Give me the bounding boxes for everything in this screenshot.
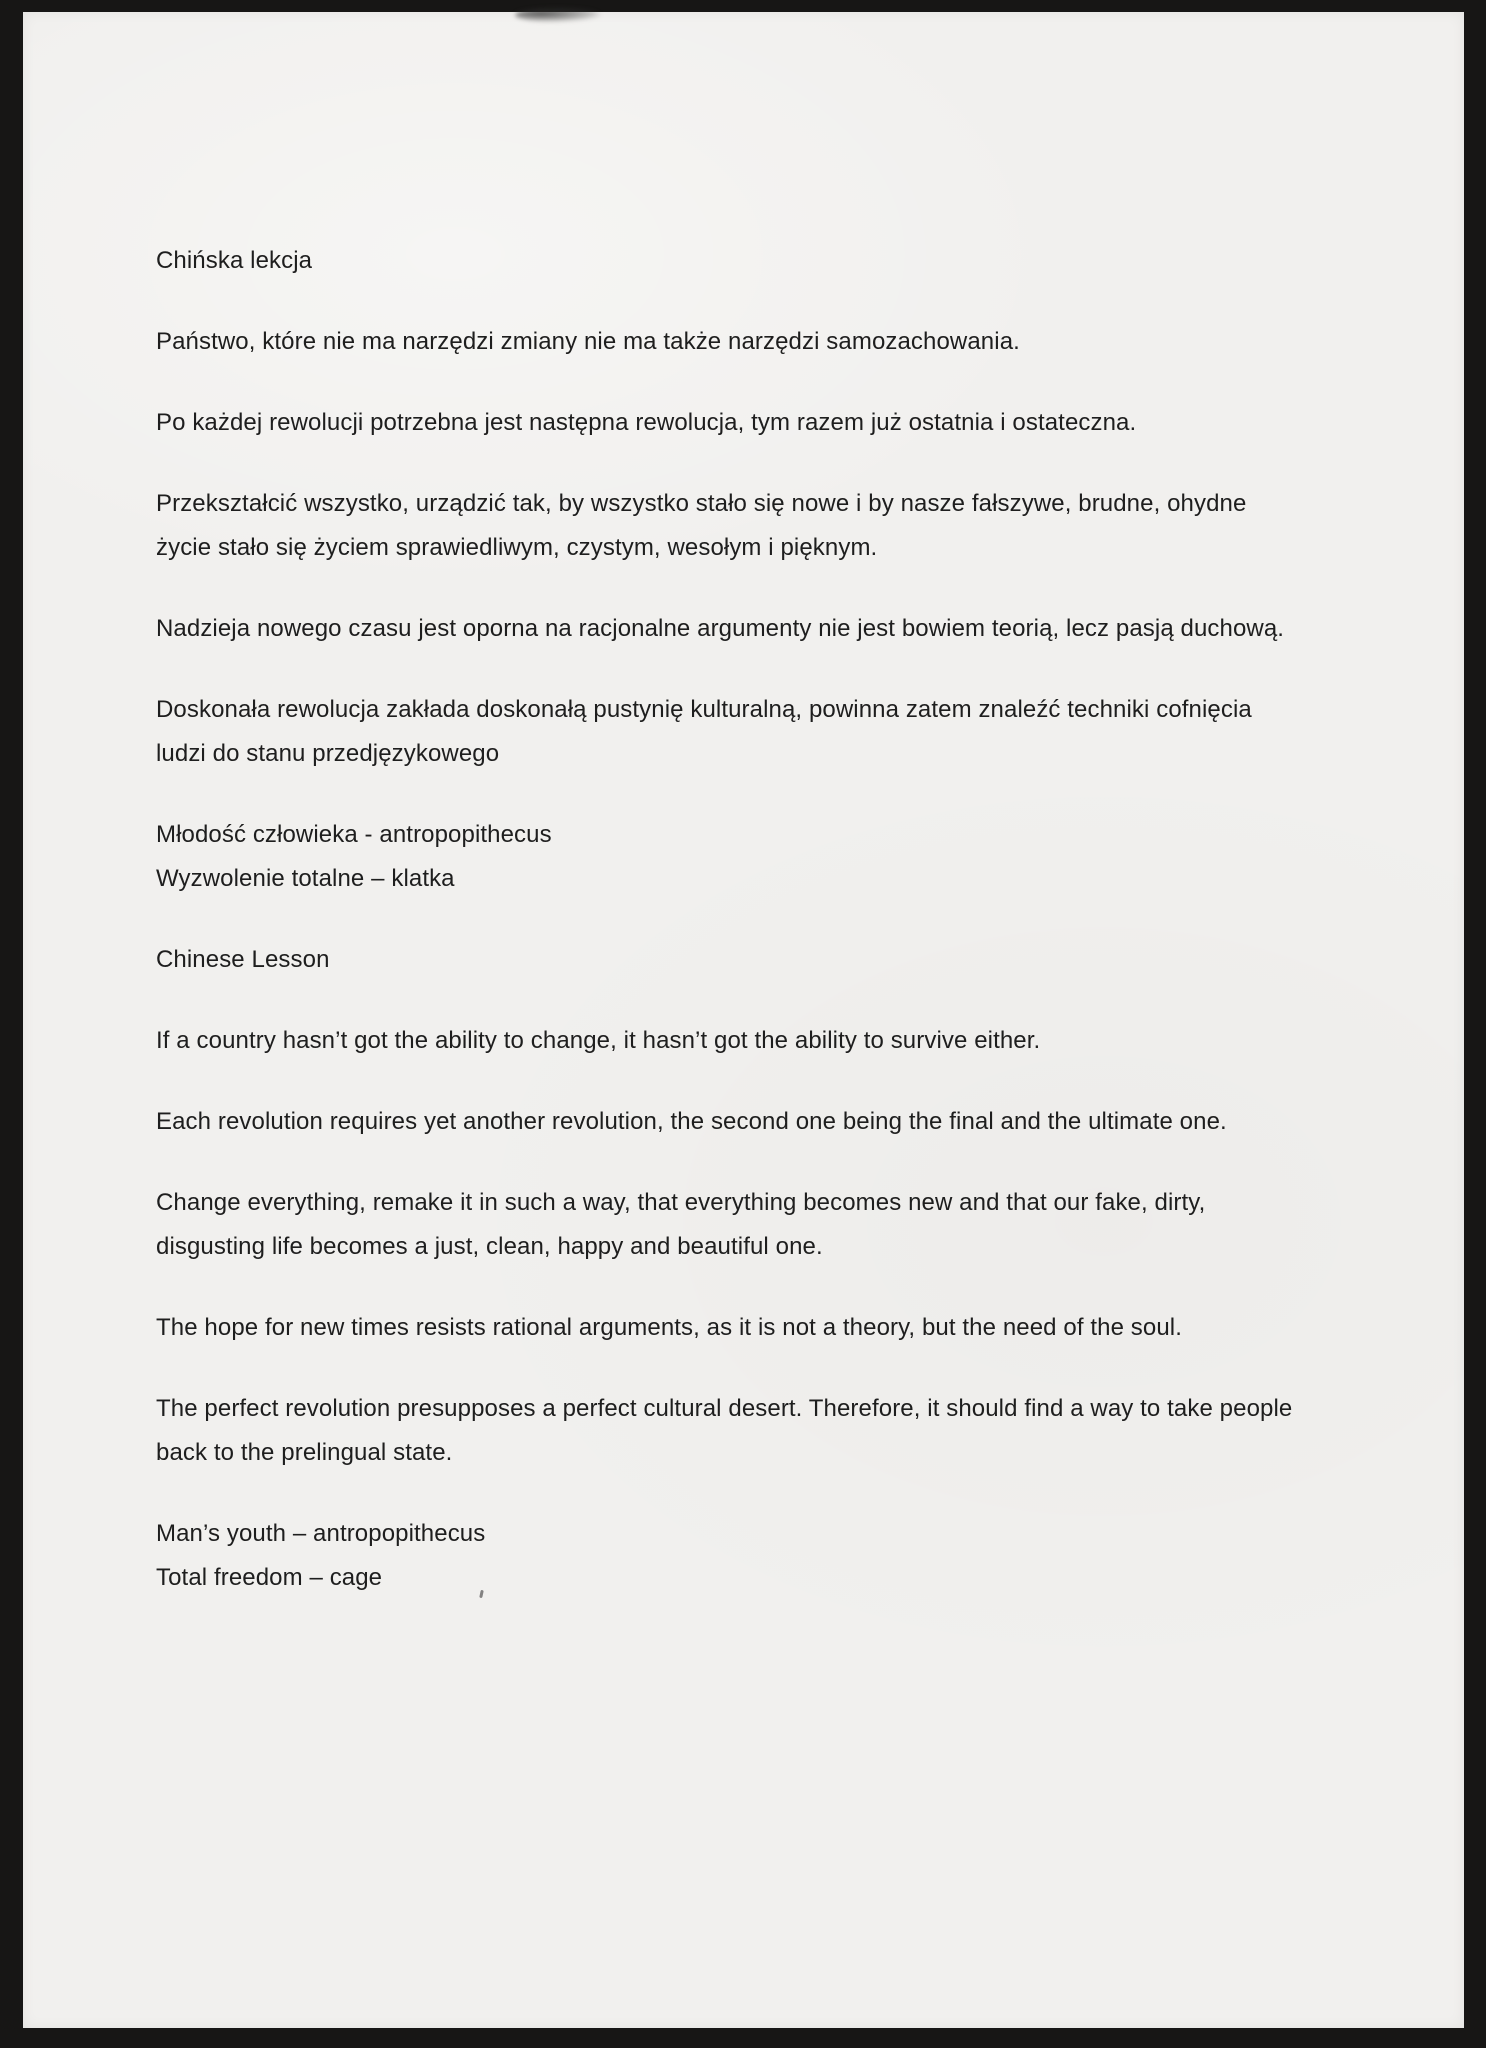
paragraph: Doskonała rewolucja zakłada doskonałą pustynię kulturalną, powinna zatem znaleźć techniki cofnięcia ludzi do stanu przedjęzykowego (156, 696, 1252, 767)
english-section (156, 938, 1324, 1600)
paragraph: Change everything, remake it in such a way, that everything becomes new and that our fake, dirty, disgusting life becomes a just, clean, happy and beautiful one. (156, 1189, 1206, 1260)
document-page (23, 12, 1464, 2028)
paragraph: Po każdej rewolucji potrzebna jest następna rewolucja, tym razem już ostatnia i ostateczna. (156, 409, 1137, 436)
paragraph: The perfect revolution presupposes a perfect cultural desert. Therefore, it should find a way to take people back to the prelingual state. (156, 1395, 1293, 1466)
english-paragraphs (156, 1019, 1324, 1475)
paragraph: The hope for new times resists rational arguments, as it is not a theory, but the need of the soul. (156, 1314, 1182, 1341)
paragraph: Man’s youth – antropopithecus Total freedom – cage (156, 1520, 486, 1591)
polish-paragraphs (156, 320, 1324, 776)
paragraph: Państwo, które nie ma narzędzi zmiany nie ma także narzędzi samozachowania. (156, 328, 1020, 355)
paragraph: Nadzieja nowego czasu jest oporna na racjonalne argumenty nie jest bowiem teorią, lecz pasją duchową. (156, 615, 1285, 642)
polish-couplet (156, 813, 1324, 901)
polish-section (156, 239, 1324, 901)
paragraph: Przekształcić wszystko, urządzić tak, by wszystko stało się nowe i by nasze fałszywe, brudne, ohydne życie stało się życiem sprawiedliwym, czystym, wesołym i pięknym. (156, 490, 1247, 561)
scan-smudge (515, 8, 601, 22)
polish-title: Chińska lekcja (156, 247, 313, 274)
paragraph: Młodość człowieka - antropopithecus Wyzwolenie totalne – klatka (156, 821, 552, 892)
paragraph: If a country hasn’t got the ability to change, it hasn’t got the ability to survive either. (156, 1027, 1041, 1054)
english-couplet (156, 1512, 1324, 1600)
paragraph: Each revolution requires yet another revolution, the second one being the final and the ultimate one. (156, 1108, 1227, 1135)
english-title: Chinese Lesson (156, 946, 330, 973)
